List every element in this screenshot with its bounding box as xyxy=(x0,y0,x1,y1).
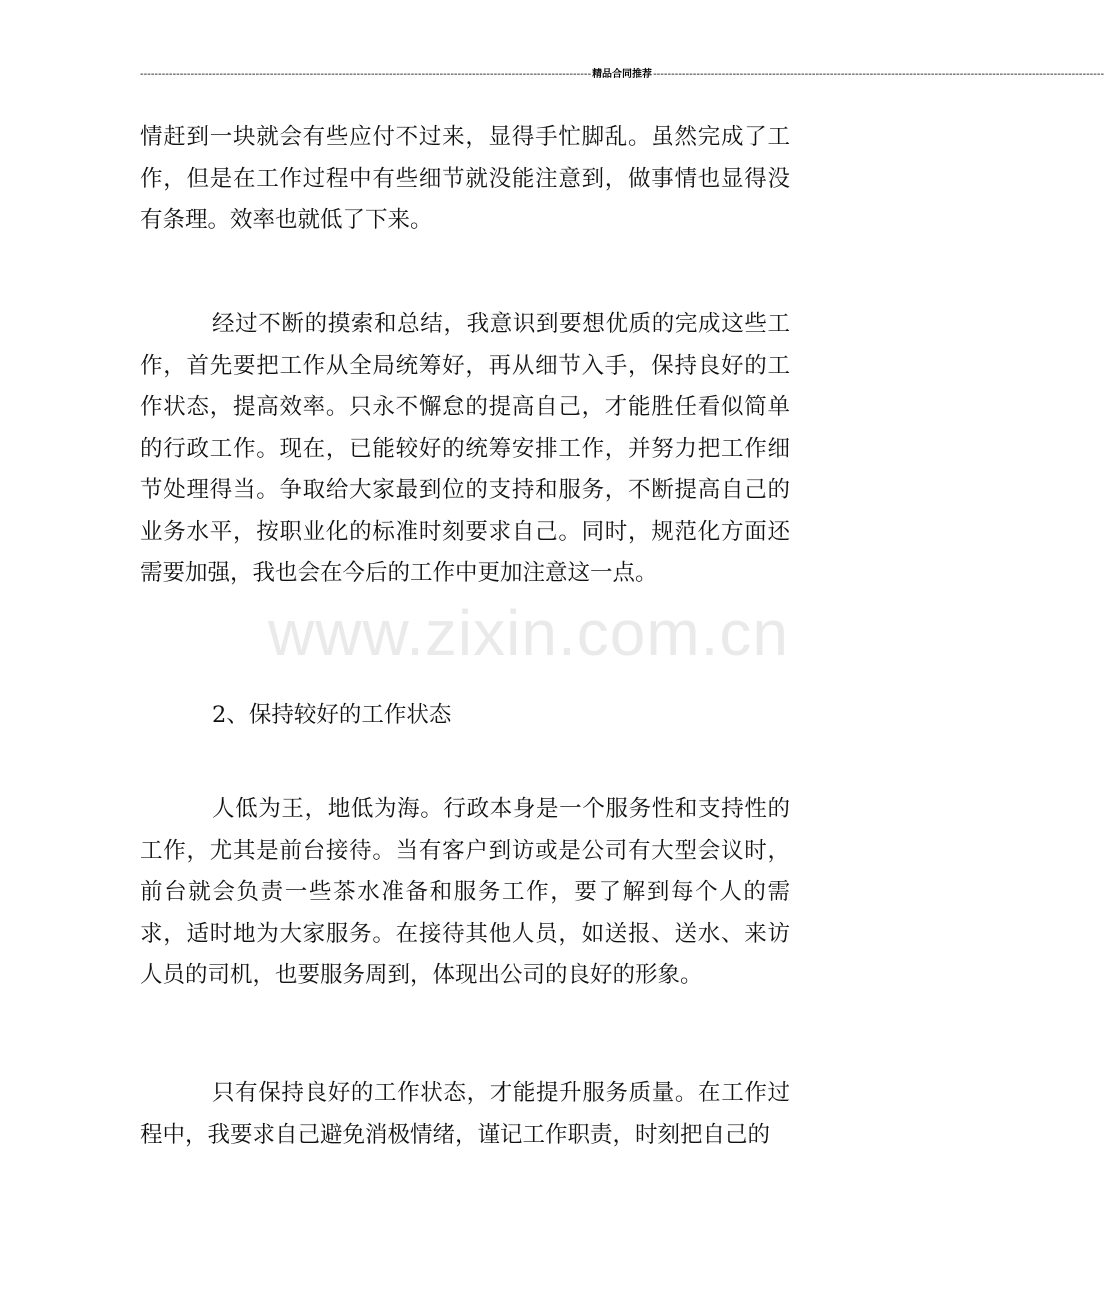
header-title: 精品合同推荐 xyxy=(592,69,653,80)
paragraph-1: 情赶到一块就会有些应付不过来，显得手忙脚乱。虽然完成了工作，但是在工作过程中有些细节就没能注意到，做事情也显得没有条理。效率也就低了下来。 xyxy=(140,124,790,233)
header-rule-right: ----------------------------------------------------------------------------------------------------------------------------- xyxy=(653,69,1104,80)
paragraph-3: 人低为王，地低为海。行政本身是一个服务性和支持性的工作，尤其是前台接待。当有客户到访或是公司有大型会议时，前台就会负责一些茶水准备和服务工作，要了解到每个人的需求，适时地为大家服务。在接待其他人员，如送报、送水、来访人员的司机，也要服务周到，体现出公司的良好的形象。 xyxy=(140,796,790,988)
header-rule-left: ----------------------------------------------------------------------------------------------------------------------------- xyxy=(140,69,592,80)
section-heading: 2、保持较好的工作状态 xyxy=(212,702,452,728)
watermark: www.zixin.com.cn xyxy=(268,597,789,669)
page-header xyxy=(140,66,1104,84)
paragraph-2: 经过不断的摸索和总结，我意识到要想优质的完成这些工作，首先要把工作从全局统筹好，再从细节入手，保持良好的工作状态，提高效率。只永不懈怠的提高自己，才能胜任看似简单的行政工作。现在，已能较好的统筹安排工作，并努力把工作细节处理得当。争取给大家最到位的支持和服务，不断提高自己的业务水平，按职业化的标准时刻要求自己。同时，规范化方面还需要加强，我也会在今后的工作中更加注意这一点。 xyxy=(140,311,790,586)
paragraph-4: 只有保持良好的工作状态，才能提升服务质量。在工作过程中，我要求自己避免消极情绪，谨记工作职责，时刻把自己的 xyxy=(140,1080,790,1148)
